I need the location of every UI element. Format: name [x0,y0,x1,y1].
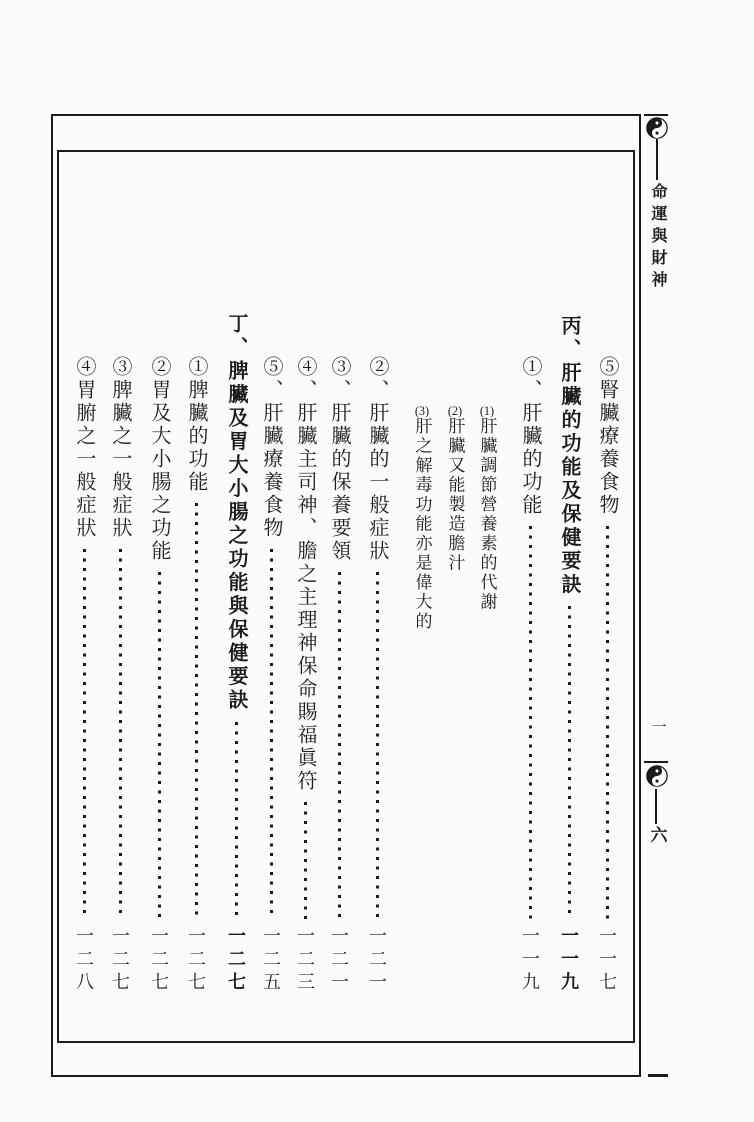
dot-leader [568,606,571,919]
dot-leader [235,722,238,920]
toc-entry [179,356,213,995]
toc-page-number: 一二七 [110,926,130,995]
ornament-bar [644,761,668,763]
toc-entry-text: ②、肝臟的一般症狀 [366,356,388,563]
toc-page-number: 一一七 [597,926,617,995]
toc-page-number: 一二五 [261,926,281,995]
ornament-bar [644,114,668,116]
toc-page-number: 一二八 [74,926,94,995]
dot-leader [195,503,198,919]
dot-leader [83,549,86,919]
toc-entry-text: (1)肝臟調節營養素的代謝 [477,404,497,612]
toc-entry [438,404,472,573]
toc-entry [142,356,176,995]
yin-yang-icon [646,117,668,139]
toc-entry-text: ④胃腑之一般症狀 [73,356,95,540]
subitem-number: (2) [447,404,463,417]
ornament-tail [656,139,658,180]
toc-entry [590,356,624,995]
dot-leader [529,526,532,919]
toc-page-number: 一一九 [559,926,579,995]
book-title: 命運與財神 [649,183,666,293]
toc-entry [103,356,137,995]
dot-leader [338,572,341,919]
toc-entry-text: 丙、肝臟的功能及保健要訣 [558,315,580,597]
toc-entry-text: ④、肝臟主司神、膽之主理神保命賜福眞符 [294,356,316,793]
toc-entry [360,356,394,995]
toc-entry [219,313,253,995]
yin-yang-icon [646,765,668,787]
sidebar-dash: 一 [649,719,666,734]
toc-page-number: 一一九 [520,926,540,995]
toc-entry [513,356,547,995]
toc-entry-text: ①、肝臟的功能 [519,356,541,517]
toc-page-number: 一二三 [295,926,315,995]
dot-leader [270,549,273,919]
sidebar-page-number: 六 [647,826,667,843]
toc-entry [67,356,101,995]
dot-leader [304,802,307,919]
toc-entry [254,356,288,995]
toc-entry [322,356,356,995]
toc-page-number: 一二七 [186,926,206,995]
toc-page-number: 一二一 [329,926,349,995]
toc-entry [288,356,322,995]
dot-leader [606,526,609,919]
subitem-number: (3) [414,404,430,417]
toc-entry-text: ⑤腎臟療養食物 [596,356,618,517]
dot-leader [376,572,379,919]
toc-entry [470,404,504,612]
toc-entry-text: 丁、脾臟及胃大小腸之功能與保健要訣 [225,313,247,713]
toc-page-number: 一二七 [149,926,169,995]
ornament-tail [655,789,657,824]
toc-entry-text: ②胃及大小腸之功能 [148,356,170,563]
subitem-number: (1) [479,404,495,417]
dot-leader [119,549,122,919]
toc-entry-text: ③、肝臟的保養要領 [328,356,350,563]
toc-entry-text: (3)肝之解毒功能亦是偉大的 [412,404,432,632]
toc-entry-text: (2)肝臟又能製造膽汁 [445,404,465,573]
toc-entry-text: ⑤、肝臟療養食物 [260,356,282,540]
toc-entry-text: ①脾臟的功能 [185,356,207,494]
dot-leader [158,572,161,919]
toc-entry [405,404,439,632]
toc-entry [552,315,586,995]
page-edge-dash [648,1074,668,1077]
toc-page-number: 一二七 [226,926,246,995]
toc-entry-text: ③脾臟之一般症狀 [109,356,131,540]
toc-page-number: 一二一 [367,926,387,995]
